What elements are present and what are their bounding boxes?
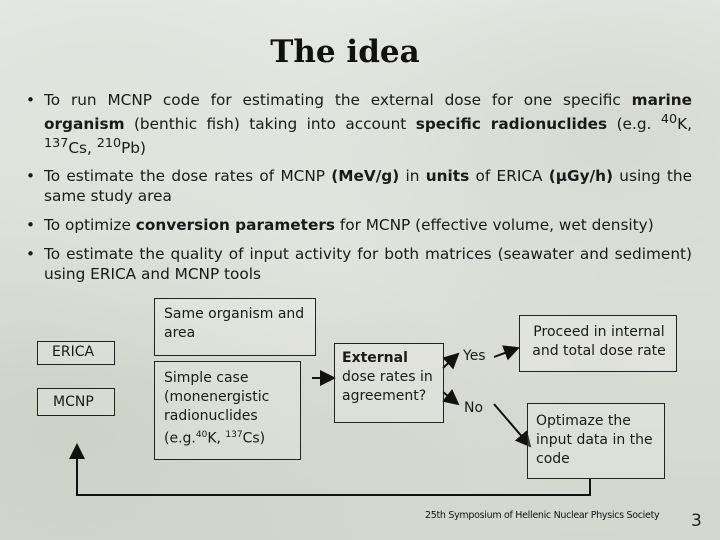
mcnp-box: MCNP (37, 388, 115, 416)
yes-label: Yes (463, 348, 486, 364)
bullet-item: • To estimate the dose rates of MCNP (MeV/g) in units of ERICA (μGy/h) using the same study area (24, 166, 692, 206)
proceed-box: Proceed in internal and total dose rate (519, 315, 677, 372)
bullet-item: • To estimate the quality of input activity for both matrices (seawater and sediment) using ERICA and MCNP tools (24, 244, 692, 284)
bullet-item: • To optimize conversion parameters for MCNP (effective volume, wet density) (24, 215, 692, 235)
simple-case-text: Simple case (monenergistic radionuclides (e.g.$^{40}$K, $^{137}$Cs) (164, 370, 270, 447)
external-question-box: External dose rates in agreement? (334, 343, 444, 423)
optimaze-box: Optimaze the input data in the code (527, 403, 665, 479)
simple-case-box (154, 361, 301, 460)
arrow-to-yes (443, 354, 458, 368)
no-label: No (464, 400, 484, 416)
page-number: 3 (691, 511, 702, 531)
arrow-to-no (443, 392, 458, 404)
bullet-item: • To run MCNP code for estimating the external dose for one specific marine organism (benthic fish) taking into account specific radionuclides (e.g. $^{40}$K, $^{137}$Cs, $^{210}$Pb) (24, 90, 692, 158)
arrow-to-proceed (494, 348, 518, 357)
arrow-to-optimaze (494, 404, 530, 446)
slide-title: The idea (270, 34, 420, 70)
footer-text: 25th Symposium of Hellenic Nuclear Physics Society (425, 510, 660, 521)
erica-box: ERICA (37, 341, 115, 365)
same-organism-box: Same organism and area (154, 298, 316, 356)
